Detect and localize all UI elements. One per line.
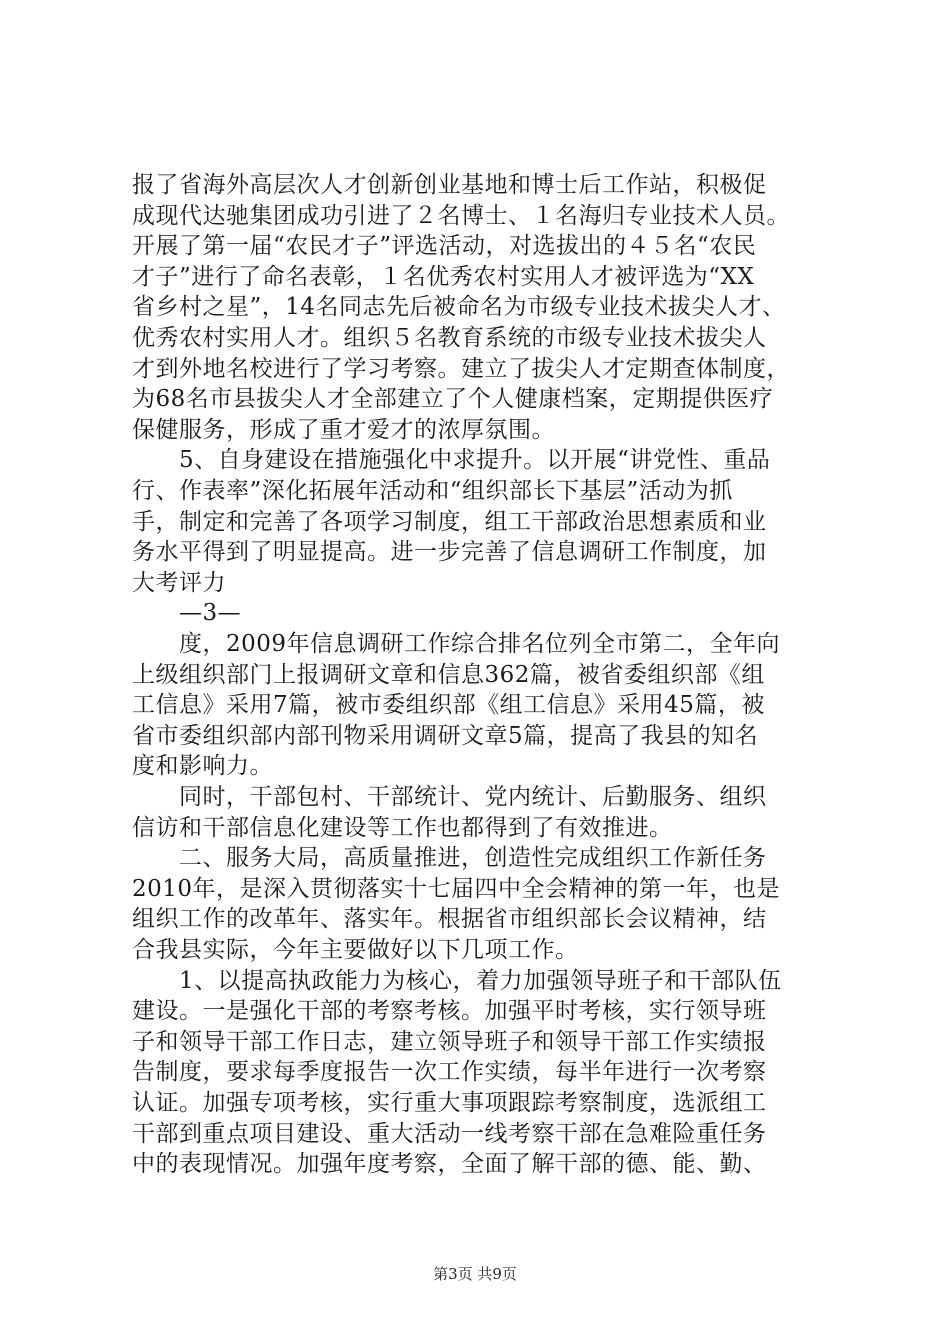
text-line: 度和影响力。 xyxy=(132,753,273,779)
text-line: 工信息》采用7篇，被市委组织部《组工信息》采用45篇，被 xyxy=(132,692,765,718)
text-line: 告制度，要求每季度报告一次工作实绩，每半年进行一次考察 xyxy=(132,1059,767,1085)
text-line: 子和领导干部工作日志，建立领导班子和领导干部工作实绩报 xyxy=(132,1029,767,1055)
text-line: 大考评力 xyxy=(132,570,226,596)
text-line: 中的表现情况。加强年度考察，全面了解干部的德、能、勤、 xyxy=(132,1151,767,1177)
text-line: 组织工作的改革年、落实年。根据省市组织部长会议精神，结 xyxy=(132,906,767,932)
text-line: 同时，干部包村、干部统计、党内统计、后勤服务、组织 xyxy=(132,784,767,810)
page-footer: 第3页 共9页 xyxy=(433,1265,517,1283)
text-line: 建设。一是强化干部的考察考核。加强平时考核，实行领导班 xyxy=(132,998,767,1024)
text-line: 为68名市县拔尖人才全部建立了个人健康档案，定期提供医疗 xyxy=(132,386,774,412)
text-line: 合我县实际，今年主要做好以下几项工作。 xyxy=(132,937,579,963)
text-line: 务水平得到了明显提高。进一步完善了信息调研工作制度，加 xyxy=(132,539,767,565)
text-line: 1、以提高执政能力为核心，着力加强领导班子和干部队伍 xyxy=(132,968,782,994)
text-line: 才到外地名校进行了学习考察。建立了拔尖人才定期查体制度， xyxy=(132,356,790,382)
text-line: 认证。加强专项考核，实行重大事项跟踪考察制度，选派组工 xyxy=(132,1090,767,1116)
text-line: 成现代达驰集团成功引进了２名博士、１名海归专业技术人员。 xyxy=(132,203,790,229)
text-line: 报了省海外高层次人才创新创业基地和博士后工作站，积极促 xyxy=(132,172,767,198)
text-line: 度，2009年信息调研工作综合排名位列全市第二，全年向 xyxy=(132,631,781,657)
text-line: 优秀农村实用人才。组织５名教育系统的市级专业技术拔尖人 xyxy=(132,325,767,351)
text-line: 信访和干部信息化建设等工作也都得到了有效推进。 xyxy=(132,815,673,841)
text-line: 手，制定和完善了各项学习制度，组工干部政治思想素质和业 xyxy=(132,509,767,535)
text-line: 保健服务，形成了重才爱才的浓厚氛围。 xyxy=(132,417,555,443)
text-line: 省乡村之星”，14名同志先后被命名为市级专业技术拔尖人才、 xyxy=(132,294,786,320)
text-line: —3— xyxy=(132,600,242,626)
text-line: 才子”进行了命名表彰，１名优秀农村实用人才被评选为“XX xyxy=(132,264,755,290)
text-line: 干部到重点项目建设、重大活动一线考察干部在急难险重任务 xyxy=(132,1121,767,1147)
text-line: 开展了第一届“农民才子”评选活动，对选拔出的４５名“农民 xyxy=(132,233,757,259)
text-line: 行、作表率”深化拓展年活动和“组织部长下基层”活动为抓 xyxy=(132,478,733,504)
text-line: 二、服务大局，高质量推进，创造性完成组织工作新任务 xyxy=(132,845,767,871)
text-line: 5、自身建设在措施强化中求提升。以开展“讲党性、重品 xyxy=(132,447,771,473)
text-line: 省市委组织部内部刊物采用调研文章5篇，提高了我县的知名 xyxy=(132,723,759,749)
text-line: 上级组织部门上报调研文章和信息362篇，被省委组织部《组 xyxy=(132,662,765,688)
text-line: 2010年，是深入贯彻落实十七届四中全会精神的第一年，也是 xyxy=(132,876,781,902)
